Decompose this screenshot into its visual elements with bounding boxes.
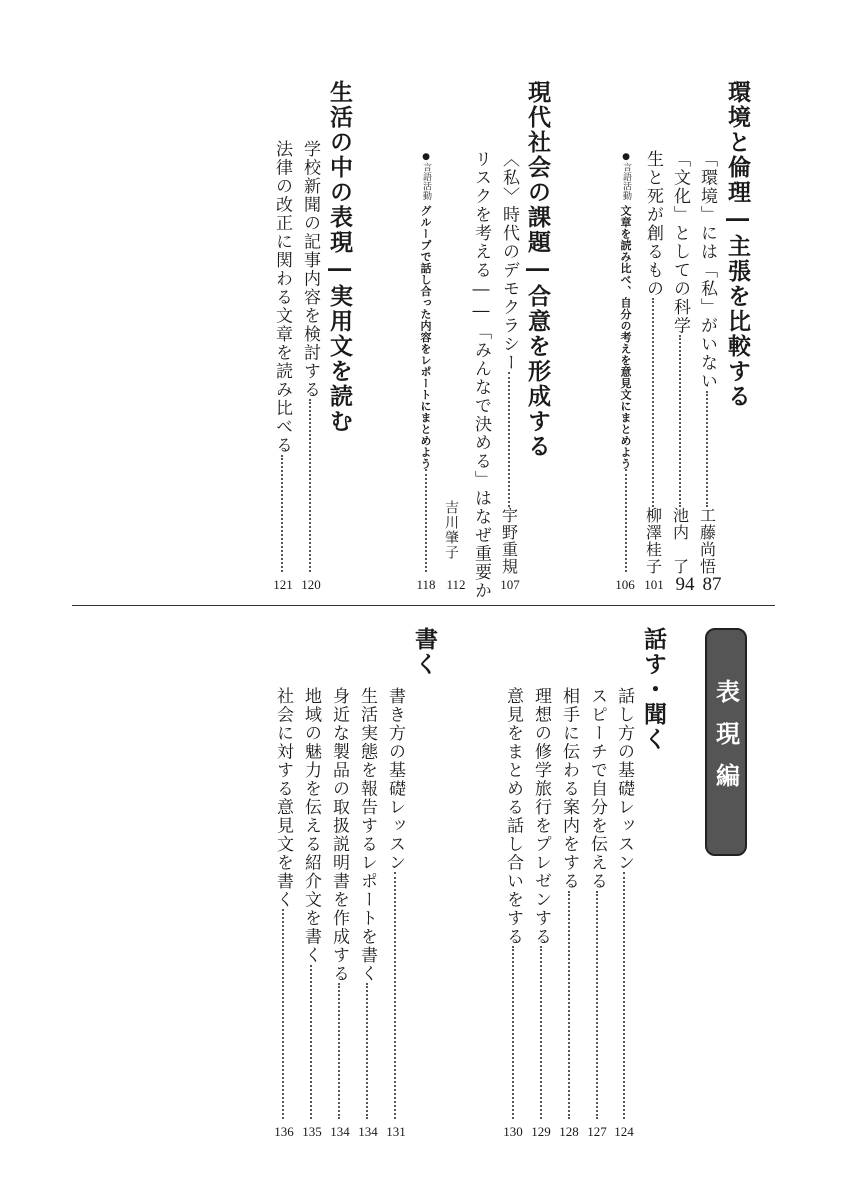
page-number: 127 <box>587 1124 607 1139</box>
leader-dots <box>596 891 598 1120</box>
toc-entry[interactable] <box>330 687 347 1119</box>
toc-entry[interactable] <box>698 150 715 575</box>
leader-dots <box>623 872 625 1119</box>
page-number: 112 <box>446 577 466 592</box>
leader-dots <box>425 469 427 572</box>
entry-title: 話し方の基礎レッスン <box>614 687 634 872</box>
language-activity[interactable] <box>620 152 631 572</box>
language-activity[interactable] <box>420 152 431 572</box>
leader-dots <box>568 891 570 1120</box>
leader-dots <box>652 298 654 507</box>
page-number: 118 <box>416 577 436 592</box>
entry-title: 社会に対する意見文を書く <box>273 687 293 909</box>
page-number: 134 <box>358 1124 378 1139</box>
page-number: 128 <box>559 1124 579 1139</box>
page-number: 136 <box>274 1124 294 1139</box>
page-number: 87 <box>702 574 722 595</box>
toc-entry[interactable] <box>358 687 375 1119</box>
entry-author: 工藤尚悟 <box>697 507 717 575</box>
entry-title: 「文化」としての科学 <box>670 150 690 335</box>
toc-entry[interactable] <box>273 140 290 572</box>
leader-dots <box>309 399 311 572</box>
leader-dots <box>540 946 542 1119</box>
leader-dots <box>310 965 312 1120</box>
toc-entry[interactable] <box>274 687 291 1119</box>
entry-author: 池内 了 <box>670 507 690 575</box>
leader-dots <box>394 872 396 1119</box>
entry-title: 理想の修学旅行をプレゼンする <box>531 687 551 946</box>
toc-entry[interactable] <box>532 687 549 1119</box>
toc-entry[interactable] <box>471 150 491 600</box>
entry-title: 意見をまとめる話し合いをする <box>503 687 523 946</box>
activity-text: 文章を読み比べ、自分の考えを意見文にまとめよう <box>619 204 632 469</box>
page-number: 131 <box>386 1124 406 1139</box>
section-heading-environment-ethics: 環境と倫理―主張を比較する <box>724 80 751 409</box>
entry-title: 学校新聞の記事内容を検討する <box>300 140 320 399</box>
page-number: 107 <box>500 577 520 592</box>
toc-entry[interactable] <box>386 687 403 1119</box>
entry-title: 地域の魅力を伝える紹介文を書く <box>301 687 321 965</box>
section-heading-speaking-listening: 話す・聞く <box>640 627 667 752</box>
activity-mark: ●言語活動 <box>421 152 431 201</box>
page-number: 134 <box>330 1124 350 1139</box>
leader-dots <box>625 469 627 572</box>
leader-dots <box>281 455 283 573</box>
leader-dots <box>366 983 368 1119</box>
page-number: 120 <box>301 577 321 592</box>
entry-title: 書き方の基礎レッスン <box>385 687 405 872</box>
toc-entry[interactable] <box>301 140 318 572</box>
section-heading-practical-writing: 生活の中の表現―実用文を読む <box>326 80 353 434</box>
entry-title: スピーチで自分を伝える <box>587 687 607 891</box>
activity-mark: ●言語活動 <box>621 152 631 201</box>
page-number: 106 <box>615 577 635 592</box>
entry-title: 生と死が創るもの <box>643 150 663 298</box>
page-number: 130 <box>503 1124 523 1139</box>
leader-dots <box>282 909 284 1119</box>
leader-dots <box>512 946 514 1119</box>
toc-entry[interactable] <box>671 150 688 575</box>
leader-dots <box>706 391 708 508</box>
entry-title: 身近な製品の取扱説明書を作成する <box>329 687 349 983</box>
entry-title: 法律の改正に関わる文章を読み比べる <box>272 140 292 455</box>
entry-author: 柳澤桂子 <box>643 507 663 575</box>
toc-entry[interactable] <box>302 687 319 1119</box>
entry-title: 生活実態を報告するレポートを書く <box>357 687 377 983</box>
entry-title: 相手に伝わる案内をする <box>559 687 579 891</box>
page-number: 94 <box>675 574 695 595</box>
page-number: 101 <box>644 577 664 592</box>
page-number: 135 <box>302 1124 322 1139</box>
section-heading-social-issues: 現代社会の課題―合意を形成する <box>524 80 551 459</box>
expression-part-badge: 表現編 <box>705 628 747 856</box>
page-number: 124 <box>614 1124 634 1139</box>
entry-title: リスクを考える――「みんなで決める」はなぜ重要か <box>471 150 491 600</box>
entry-author: 吉川肇子 <box>443 500 459 560</box>
leader-dots <box>679 335 681 507</box>
entry-author: 宇野重規 <box>499 507 519 575</box>
page-number: 129 <box>531 1124 551 1139</box>
toc-entry[interactable] <box>560 687 577 1119</box>
toc-entry[interactable] <box>644 150 661 575</box>
toc-entry[interactable] <box>500 150 517 575</box>
toc-entry[interactable] <box>615 687 632 1119</box>
leader-dots <box>508 372 510 507</box>
entry-title: 「環境」には「私」がいない <box>697 150 717 391</box>
toc-entry[interactable] <box>588 687 605 1119</box>
entry-title: 〈私〉時代のデモクラシー <box>499 150 519 372</box>
section-heading-writing: 書く <box>411 627 438 677</box>
activity-text: グループで話し合った内容をレポートにまとめよう <box>419 204 432 469</box>
leader-dots <box>338 983 340 1119</box>
page-number: 121 <box>273 577 293 592</box>
section-divider <box>72 605 775 606</box>
toc-entry[interactable] <box>504 687 521 1119</box>
